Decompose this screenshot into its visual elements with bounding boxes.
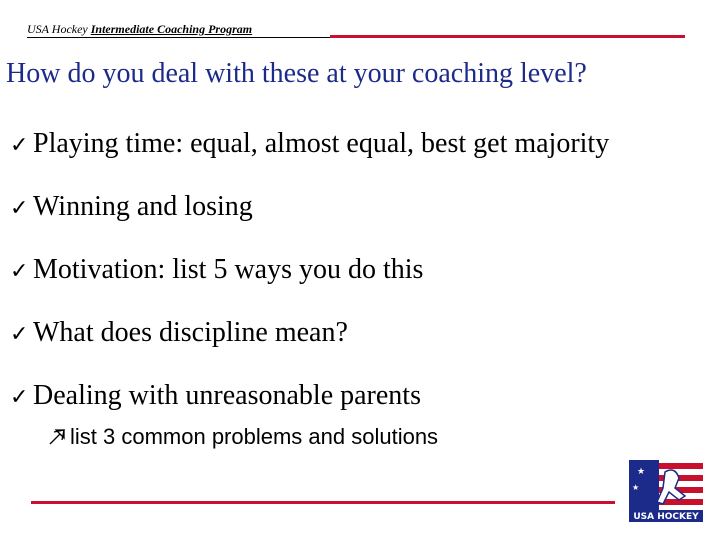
bullet-item — [10, 128, 710, 191]
sub-bullet-text: list 3 common problems and solutions — [70, 424, 439, 449]
usa-hockey-logo — [629, 460, 703, 526]
bullet-item — [10, 191, 710, 254]
bullet-text: Playing time: equal, almost equal, best get majority — [33, 128, 610, 159]
header-program: Intermediate Coaching Program — [90, 22, 253, 36]
bullet-item — [10, 317, 710, 380]
header-underline — [27, 37, 330, 38]
checkmark-icon: ✓ — [10, 196, 29, 221]
checkmark-icon: ✓ — [10, 259, 29, 284]
header-org: USA Hockey — [27, 22, 88, 36]
logo-text: USA HOCKEY — [633, 512, 699, 522]
bullet-text: What does discipline mean? — [33, 317, 348, 348]
slide-title: How do you deal with these at your coaching level? — [6, 58, 587, 89]
bullet-list — [10, 128, 710, 443]
checkmark-icon: ✓ — [10, 322, 29, 347]
svg-text:★: ★ — [637, 467, 646, 477]
arrow-icon — [46, 426, 68, 448]
footer-rule — [31, 501, 615, 504]
checkmark-icon: ✓ — [10, 133, 29, 158]
bullet-item — [10, 254, 710, 317]
sub-bullet-item — [46, 424, 438, 450]
bullet-text: Motivation: list 5 ways you do this — [33, 254, 424, 285]
svg-text:★: ★ — [632, 483, 640, 492]
bullet-text: Winning and losing — [33, 191, 253, 222]
bullet-text: Dealing with unreasonable parents — [33, 380, 421, 411]
checkmark-icon: ✓ — [10, 385, 29, 410]
header-rule — [330, 35, 685, 38]
